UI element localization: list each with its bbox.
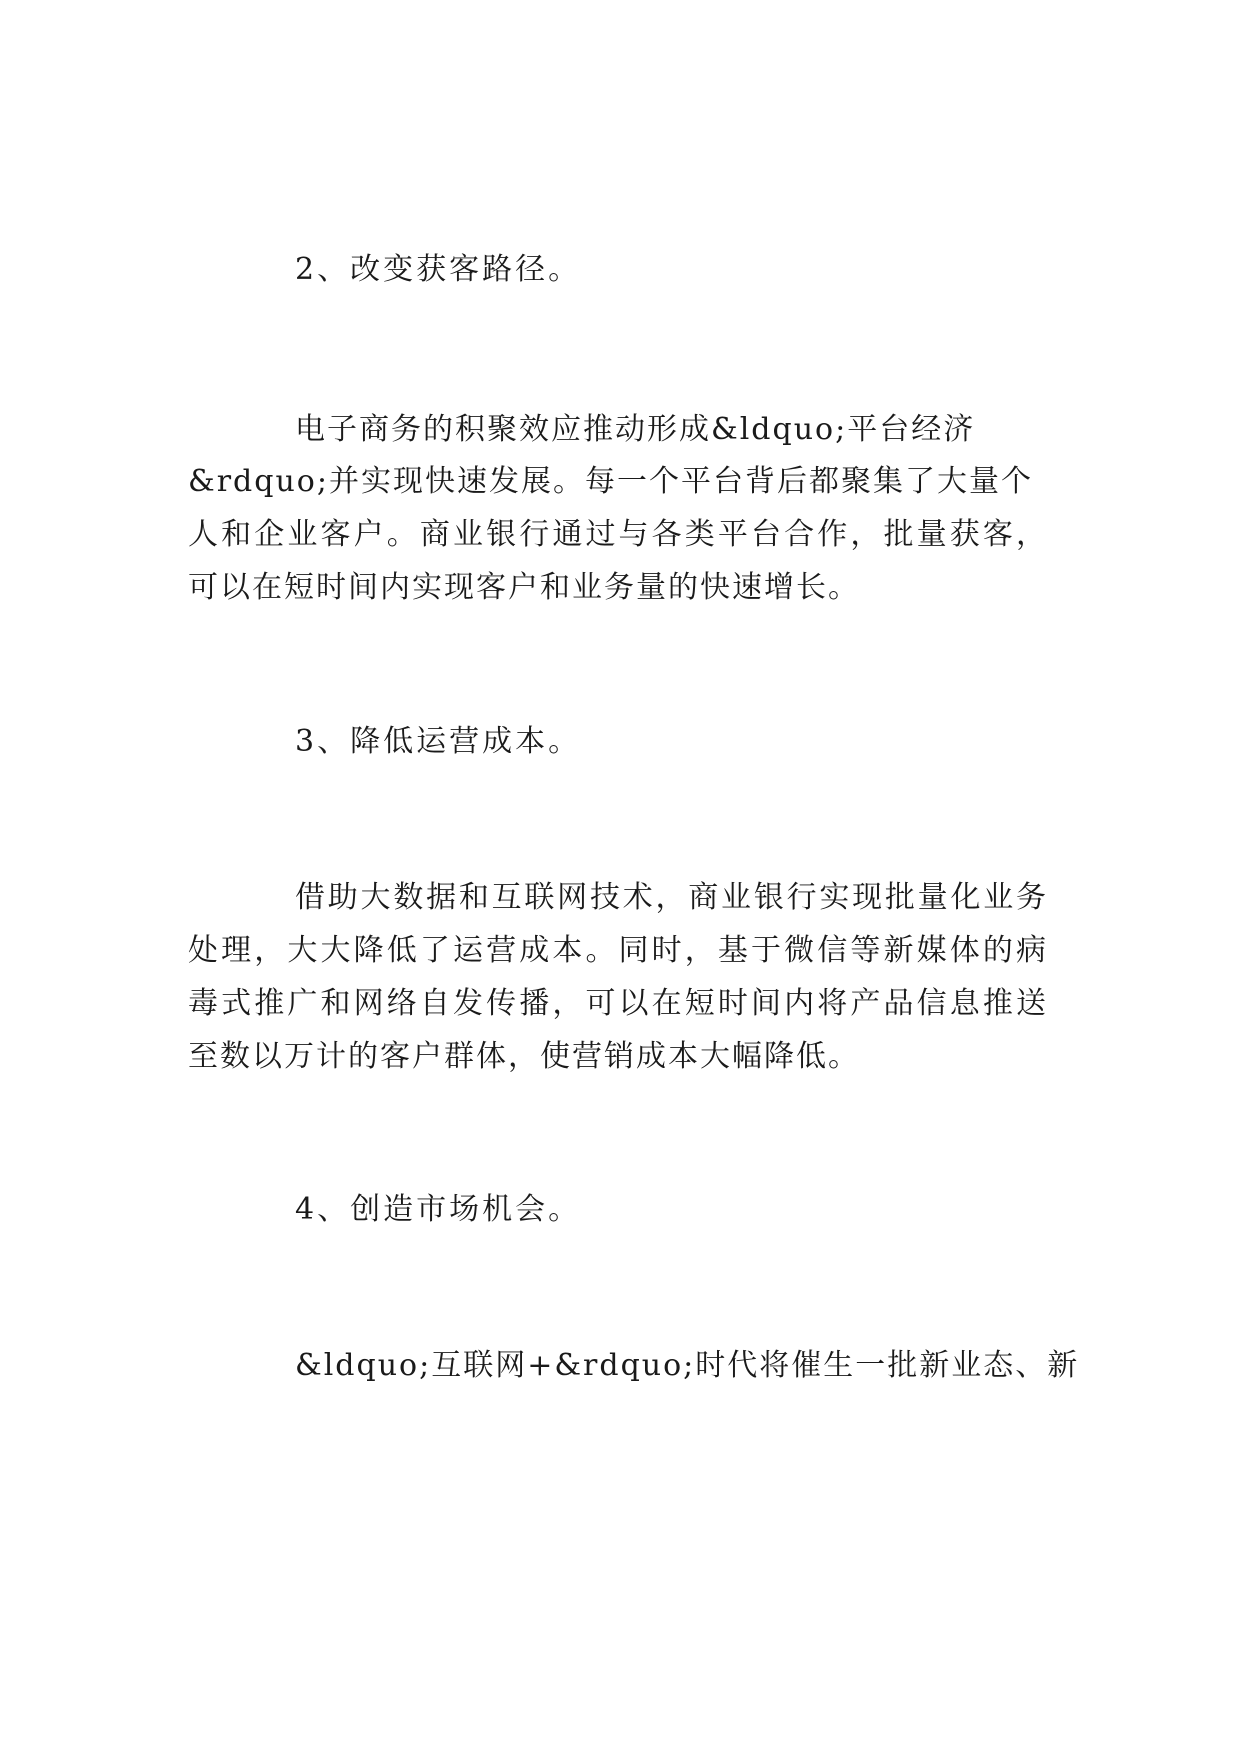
section-heading: 2、改变获客路径。 <box>295 252 582 287</box>
paragraph-line: 处理，大大降低了运营成本。同时，基于微信等新媒体的病 <box>188 933 1048 968</box>
paragraph-line: 借助大数据和互联网技术，商业银行实现批量化业务 <box>295 880 1048 915</box>
section-heading: 4、创造市场机会。 <box>295 1192 582 1227</box>
paragraph-line: 人和企业客户。商业银行通过与各类平台合作，批量获客， <box>188 517 1048 552</box>
paragraph-line: 毒式推广和网络自发传播，可以在短时间内将产品信息推送 <box>188 986 1048 1021</box>
paragraph-line: &rdquo;并实现快速发展。每一个平台背后都聚集了大量个 <box>188 464 1033 499</box>
paragraph-line: 至数以万计的客户群体，使营销成本大幅降低。 <box>188 1039 860 1074</box>
paragraph-line: &ldquo;互联网+&rdquo;时代将催生一批新业态、新 <box>295 1348 1080 1383</box>
paragraph-line: 电子商务的积聚效应推动形成&ldquo;平台经济 <box>295 412 976 447</box>
paragraph-line: 可以在短时间内实现客户和业务量的快速增长。 <box>188 570 860 605</box>
section-heading: 3、降低运营成本。 <box>295 724 582 759</box>
